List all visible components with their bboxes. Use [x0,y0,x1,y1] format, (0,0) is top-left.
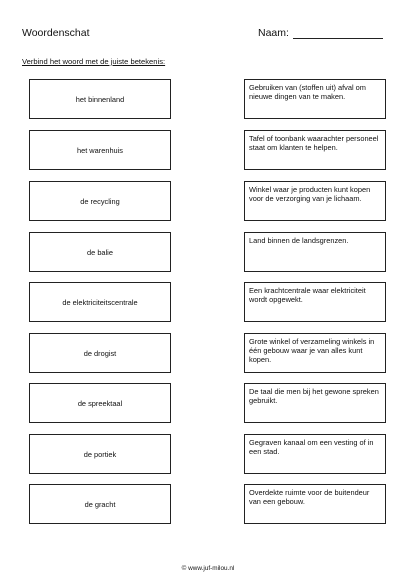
name-field-line[interactable] [293,38,383,39]
footer-copyright: © www.juf-milou.nl [181,565,235,572]
word-box[interactable]: de portiek [29,434,171,474]
definition-box[interactable]: Land binnen de landsgrenzen. [244,232,386,272]
definition-box[interactable]: De taal die men bij het gewone spreken gebruikt. [244,383,386,423]
word-box[interactable]: de balie [29,232,171,272]
word-box[interactable]: het binnenland [29,79,171,119]
word-box[interactable]: de drogist [29,333,171,373]
word-box[interactable]: de recycling [29,181,171,221]
definition-box[interactable]: Gebruiken van (stoffen uit) afval om nieuwe dingen van te maken. [244,79,386,119]
word-box[interactable]: de gracht [29,484,171,524]
definition-box[interactable]: Winkel waar je producten kunt kopen voor de verzorging van je lichaam. [244,181,386,221]
instruction-text: Verbind het woord met de juiste betekenis: [22,57,166,66]
definition-box[interactable]: Gegraven kanaal om een vesting of in een stad. [244,434,386,474]
word-box[interactable]: de spreektaal [29,383,171,423]
definition-box[interactable]: Tafel of toonbank waarachter personeel staat om klanten te helpen. [244,130,386,170]
definition-box[interactable]: Overdekte ruimte voor de buitendeur van een gebouw. [244,484,386,524]
definition-box[interactable]: Een krachtcentrale waar elektriciteit wordt opgewekt. [244,282,386,322]
name-label: Naam: [258,27,289,39]
page-title: Woordenschat [22,27,90,39]
definition-box[interactable]: Grote winkel of verzameling winkels in één gebouw waar je van alles kunt kopen. [244,333,386,373]
word-box[interactable]: het warenhuis [29,130,171,170]
word-box[interactable]: de elektriciteitscentrale [29,282,171,322]
